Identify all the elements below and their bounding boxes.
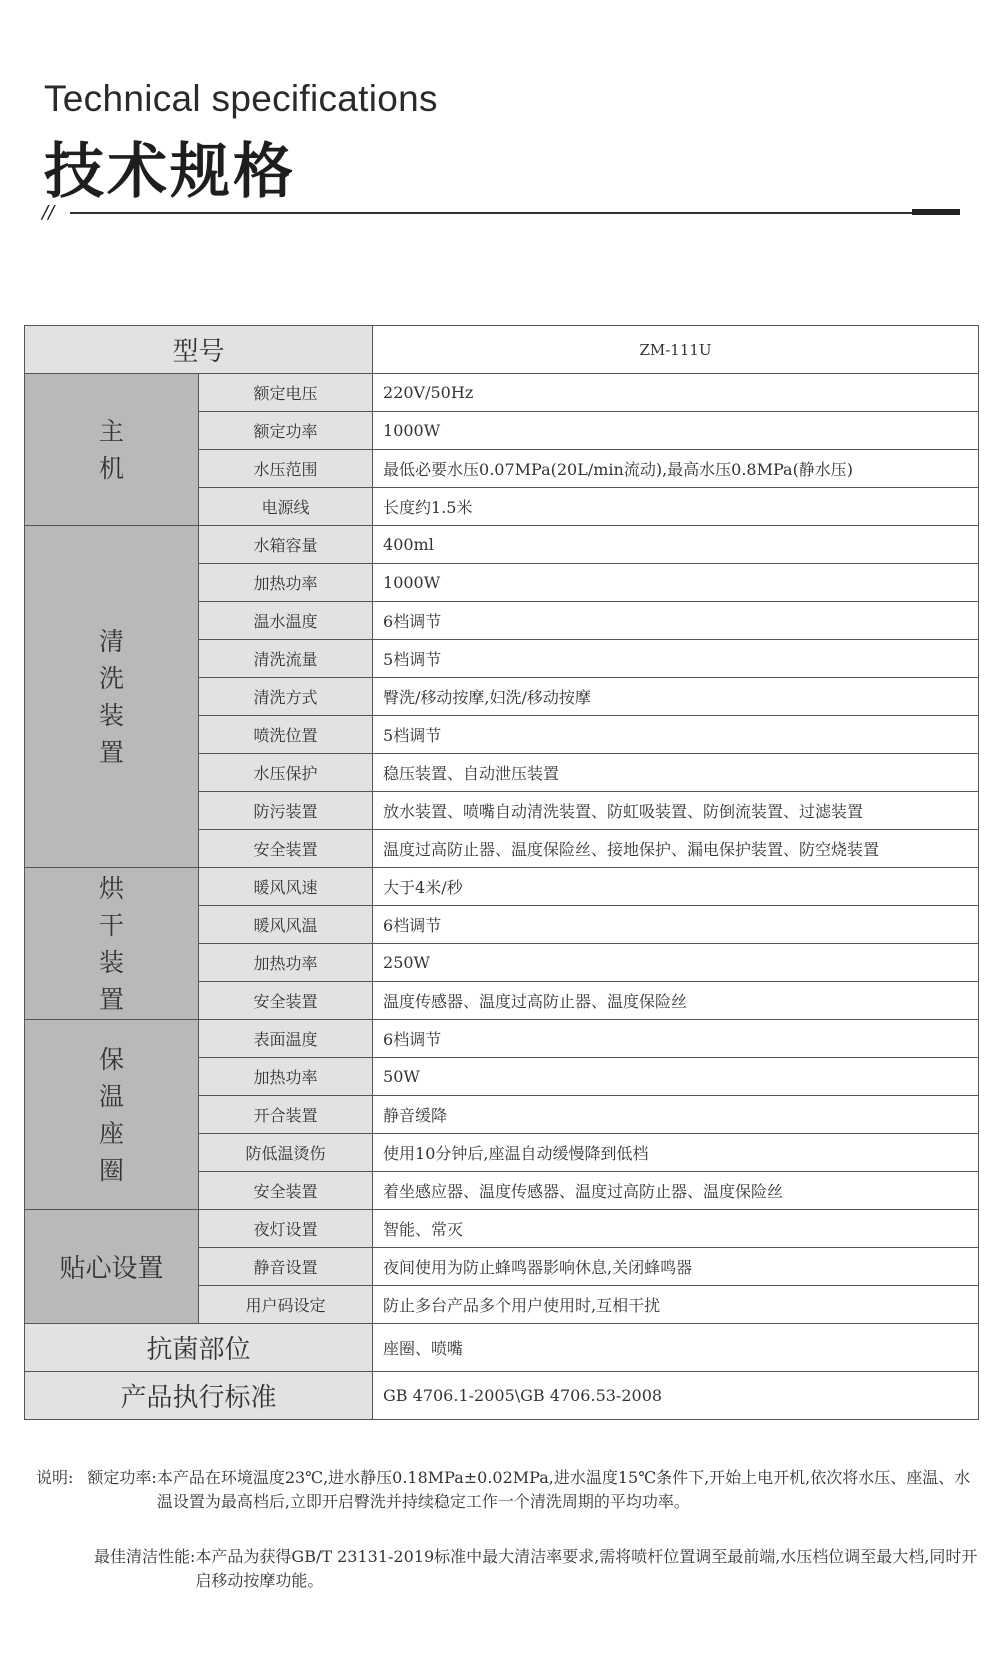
- antibacterial-value: 座圈、喷嘴: [373, 1324, 979, 1372]
- spec-label: 安全装置: [199, 830, 373, 868]
- spec-value: 5档调节: [373, 716, 979, 754]
- spec-value: 温度过高防止器、温度保险丝、接地保护、漏电保护装置、防空烧装置: [373, 830, 979, 868]
- spec-label: 水压保护: [199, 754, 373, 792]
- spec-value: 6档调节: [373, 906, 979, 944]
- spec-value: 稳压装置、自动泄压装置: [373, 754, 979, 792]
- notes-prefix: 说明:: [36, 1468, 74, 1487]
- spec-label: 水压范围: [199, 450, 373, 488]
- spec-value: 夜间使用为防止蜂鸣器影响休息,关闭蜂鸣器: [373, 1248, 979, 1286]
- group-label: 贴心设置: [25, 1210, 199, 1324]
- divider-line: [70, 212, 960, 214]
- spec-label: 喷洗位置: [199, 716, 373, 754]
- spec-value: 最低必要水压0.07MPa(20L/min流动),最高水压0.8MPa(静水压): [373, 450, 979, 488]
- spec-value: 臀洗/移动按摩,妇洗/移动按摩: [373, 678, 979, 716]
- antibacterial-label: 抗菌部位: [25, 1324, 373, 1372]
- spec-label: 清洗流量: [199, 640, 373, 678]
- spec-label: 加热功率: [199, 1058, 373, 1096]
- standard-value: GB 4706.1-2005\GB 4706.53-2008: [373, 1372, 979, 1420]
- notes-power-text: 本产品在环境温度23℃,进水静压0.18MPa±0.02MPa,进水温度15℃条件下,开始上电开机,依次将水压、座温、水温设置为最高档后,立即开启臀洗并持续稳定工作一个清洗周期的平均功率。: [156, 1468, 971, 1511]
- spec-value: 6档调节: [373, 1020, 979, 1058]
- spec-label: 防污装置: [199, 792, 373, 830]
- spec-row: [25, 1020, 979, 1058]
- spec-value: 250W: [373, 944, 979, 982]
- group-label: 烘 干 装 置: [25, 868, 199, 1020]
- spec-row: [25, 526, 979, 564]
- model-row: [25, 326, 979, 374]
- spec-value: 5档调节: [373, 640, 979, 678]
- spec-label: 清洗方式: [199, 678, 373, 716]
- spec-row: [25, 1210, 979, 1248]
- spec-value: 1000W: [373, 564, 979, 602]
- model-value: ZM-111U: [373, 326, 979, 374]
- spec-label: 额定功率: [199, 412, 373, 450]
- spec-label: 电源线: [199, 488, 373, 526]
- spec-label: 暖风风速: [199, 868, 373, 906]
- notes: [36, 1466, 981, 1514]
- spec-table: [24, 325, 979, 1420]
- spec-label: 表面温度: [199, 1020, 373, 1058]
- spec-label: 用户码设定: [199, 1286, 373, 1324]
- spec-label: 安全装置: [199, 982, 373, 1020]
- notes-clean-label: 最佳清洁性能:: [94, 1547, 196, 1566]
- spec-value: 智能、常灭: [373, 1210, 979, 1248]
- spec-label: 暖风风温: [199, 906, 373, 944]
- spec-value: 长度约1.5米: [373, 488, 979, 526]
- notes-clean-text: 本产品为获得GB/T 23131-2019标准中最大清洁率要求,需将喷杆位置调至最前端,水压档位调至最大档,同时开启移动按摩功能。: [195, 1547, 978, 1590]
- title-cn: 技术规格: [44, 137, 296, 207]
- spec-label: 夜灯设置: [199, 1210, 373, 1248]
- spec-value: 400ml: [373, 526, 979, 564]
- divider-accent: [912, 209, 960, 215]
- model-label: 型号: [25, 326, 373, 374]
- spec-label: 额定电压: [199, 374, 373, 412]
- spec-label: 防低温烫伤: [199, 1134, 373, 1172]
- spec-value: 大于4米/秒: [373, 868, 979, 906]
- spec-value: 220V/50Hz: [373, 374, 979, 412]
- spec-row: [25, 1324, 979, 1372]
- spec-value: 温度传感器、温度过高防止器、温度保险丝: [373, 982, 979, 1020]
- spec-value: 1000W: [373, 412, 979, 450]
- spec-label: 加热功率: [199, 944, 373, 982]
- spec-value: 着坐感应器、温度传感器、温度过高防止器、温度保险丝: [373, 1172, 979, 1210]
- spec-value: 防止多台产品多个用户使用时,互相干扰: [373, 1286, 979, 1324]
- standard-label: 产品执行标准: [25, 1372, 373, 1420]
- group-label: 保 温 座 圈: [25, 1020, 199, 1210]
- group-label: 主 机: [25, 374, 199, 526]
- spec-value: 静音缓降: [373, 1096, 979, 1134]
- spec-label: 开合装置: [199, 1096, 373, 1134]
- notes-power-label: 额定功率:: [87, 1468, 157, 1487]
- spec-value: 50W: [373, 1058, 979, 1096]
- spec-value: 使用10分钟后,座温自动缓慢降到低档: [373, 1134, 979, 1172]
- spec-row: [25, 374, 979, 412]
- title-marker: //: [42, 202, 55, 223]
- spec-value: 放水装置、喷嘴自动清洗装置、防虹吸装置、防倒流装置、过滤装置: [373, 792, 979, 830]
- spec-label: 温水温度: [199, 602, 373, 640]
- spec-row: [25, 868, 979, 906]
- title-en: Technical specifications: [44, 78, 438, 119]
- notes-clean: [94, 1545, 981, 1593]
- spec-label: 水箱容量: [199, 526, 373, 564]
- spec-row: [25, 1372, 979, 1420]
- spec-label: 静音设置: [199, 1248, 373, 1286]
- group-label: 清 洗 装 置: [25, 526, 199, 868]
- spec-label: 安全装置: [199, 1172, 373, 1210]
- spec-label: 加热功率: [199, 564, 373, 602]
- spec-value: 6档调节: [373, 602, 979, 640]
